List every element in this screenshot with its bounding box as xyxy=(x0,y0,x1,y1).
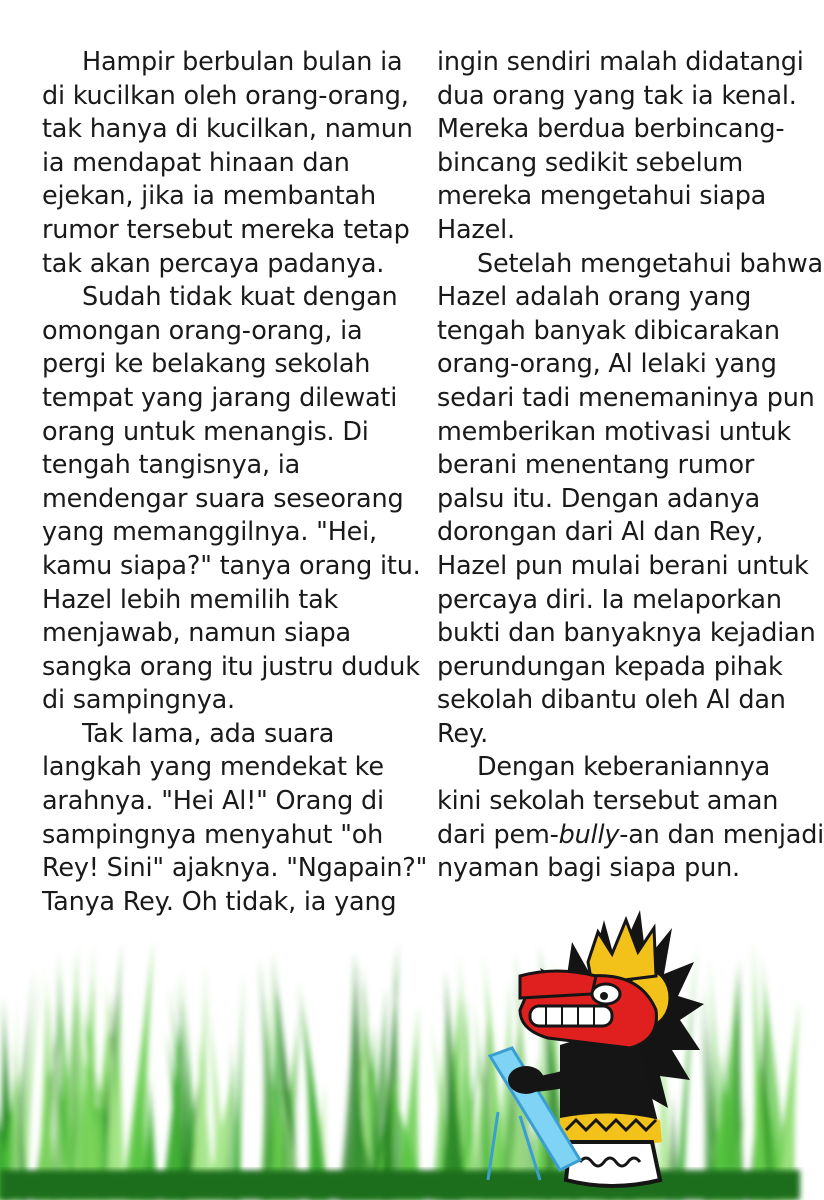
paragraph-line: memberikan motivasi untuk xyxy=(437,416,791,447)
paragraph-line: Hazel lebih memilih tak xyxy=(42,584,339,615)
paragraph-line: arahnya. "Hei Al!" Orang di xyxy=(42,786,384,817)
paragraph-line: langkah yang mendekat ke xyxy=(42,752,384,783)
paragraph-line: kini sekolah tersebut aman xyxy=(437,786,779,817)
paragraph-line: tak hanya di kucilkan, namun xyxy=(42,114,413,145)
paragraph-line: pergi ke belakang sekolah xyxy=(42,349,371,380)
paragraph-line: Tanya Rey. Oh tidak, ia yang xyxy=(42,886,397,917)
paragraph-line: sangka orang itu justru duduk xyxy=(42,651,420,682)
paragraph-line: Hazel pun mulai berani untuk xyxy=(437,550,809,581)
mask-teeth xyxy=(530,1006,612,1026)
grass-base xyxy=(0,1170,800,1200)
paragraph-line: sedari tadi menemaninya pun xyxy=(437,382,815,413)
paragraph-line: berani menentang rumor xyxy=(437,450,755,481)
paragraph-line: rumor tersebut mereka tetap xyxy=(42,214,410,245)
paragraph-line: dorongan dari Al dan Rey, xyxy=(437,517,764,548)
paragraph-line: perundungan kepada pihak xyxy=(437,651,783,682)
italic-word-bully: bully xyxy=(558,819,620,850)
paragraph-line: ia mendapat hinaan dan xyxy=(42,147,350,178)
paragraph-line: tengah banyak dibicarakan xyxy=(437,315,780,346)
paragraph-line: percaya diri. Ia melaporkan xyxy=(437,584,782,615)
paragraph-line: Mereka berdua berbincang- xyxy=(437,114,785,145)
grass-blade xyxy=(299,983,329,1200)
paragraph-line: menjawab, namun siapa xyxy=(42,618,351,649)
paragraph-line: Hazel adalah orang yang xyxy=(437,282,752,313)
paragraph-line: Tak lama, ada suara xyxy=(82,718,335,749)
paragraph-line: tempat yang jarang dilewati xyxy=(42,382,398,413)
paragraph-line: Setelah mengetahui bahwa xyxy=(477,248,823,279)
paragraph-line: Dengan keberaniannya xyxy=(477,752,771,783)
grass-scene-illustration xyxy=(0,880,800,1200)
paragraph-line: Hazel. xyxy=(437,214,515,245)
paragraph-line: tengah tangisnya, ia xyxy=(42,450,301,481)
paragraph-line: orang untuk menangis. Di xyxy=(42,416,369,447)
paragraph-line: mereka mengetahui siapa xyxy=(437,181,767,212)
character-hand xyxy=(508,1066,544,1094)
paragraph-line: Rey. xyxy=(437,718,489,749)
right-text-column xyxy=(437,46,824,886)
character-skirt xyxy=(566,1142,660,1186)
paragraph-line: nyaman bagi siapa pun. xyxy=(437,853,740,884)
paragraph-line: Rey! Sini" ajaknya. "Ngapain?" xyxy=(42,853,428,884)
paragraph-line: Hampir berbulan bulan ia xyxy=(82,47,403,77)
paragraph-line: omongan orang-orang, ia xyxy=(42,315,363,346)
paragraph-line: palsu itu. Dengan adanya xyxy=(437,483,760,514)
left-text-column xyxy=(42,46,428,919)
paragraph-line: kamu siapa?" tanya orang itu. xyxy=(42,550,421,581)
paragraph-line xyxy=(437,819,824,853)
text-run: dari pem- xyxy=(437,819,559,850)
mask-snout xyxy=(520,971,596,998)
paragraph-line: sekolah dibantu oleh Al dan xyxy=(437,685,786,716)
text-run: -an dan menjadi xyxy=(619,819,824,850)
paragraph-line: ejekan, jika ia membantah xyxy=(42,181,376,212)
paragraph-line: di sampingnya. xyxy=(42,685,235,716)
paragraph-line: sampingnya menyahut "oh xyxy=(42,819,384,850)
paragraph-line: yang memanggilnya. "Hei, xyxy=(42,517,377,548)
paragraph-line: ingin sendiri malah didatangi xyxy=(437,47,804,77)
paragraph-line: di kucilkan oleh orang-orang, xyxy=(42,80,409,111)
paragraph-line: bukti dan banyaknya kejadian xyxy=(437,618,816,649)
paragraph-line: orang-orang, Al lelaki yang xyxy=(437,349,777,380)
paragraph-line: mendengar suara seseorang xyxy=(42,483,404,514)
paragraph-line: dua orang yang tak ia kenal. xyxy=(437,80,797,111)
paragraph-line: tak akan percaya padanya. xyxy=(42,248,385,279)
paragraph-line: Sudah tidak kuat dengan xyxy=(82,282,398,313)
paragraph-line: bincang sedikit sebelum xyxy=(437,147,744,178)
